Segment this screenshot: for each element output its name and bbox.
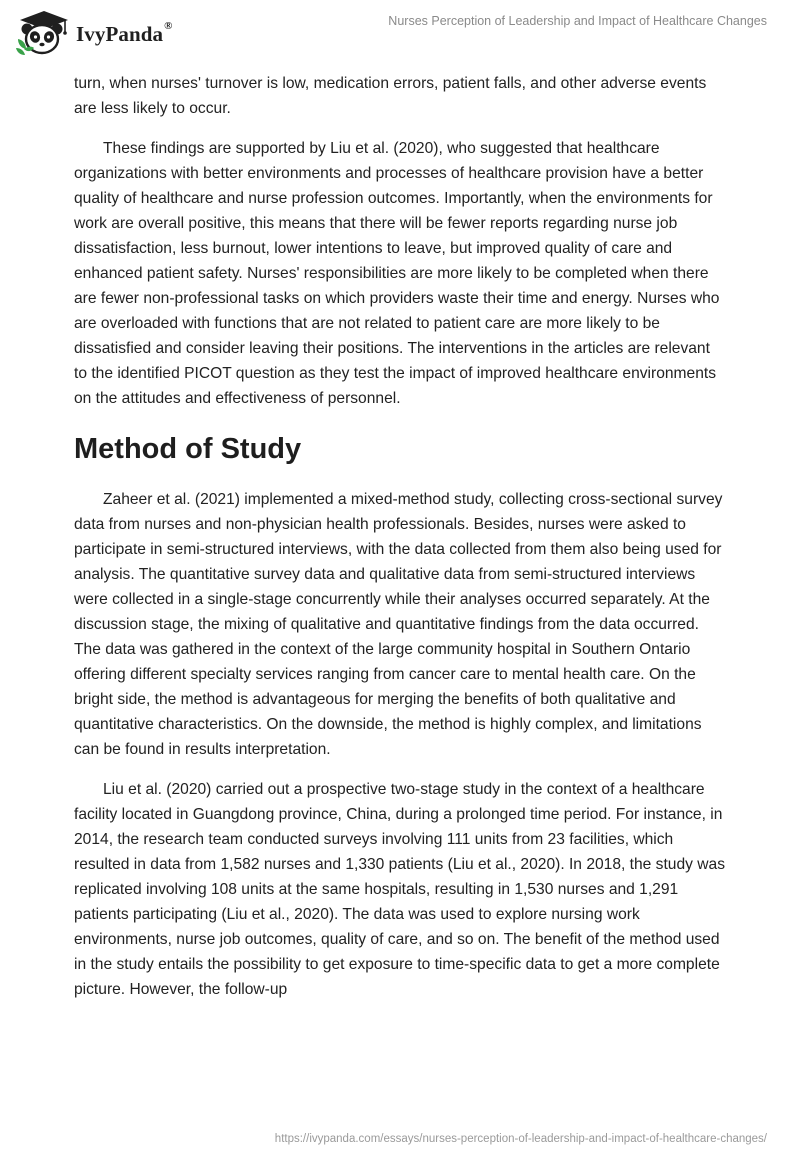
- paragraph-liu-method: Liu et al. (2020) carried out a prospective two-stage study in the context of a healthcare facility located in Guangdong province, China, during a prolonged time period. For instance, in 2014, the research team conducted surveys involving 111 units from 23 facilities, which resulted in data from 1,582 nurses and 1,330 patients (Liu et al., 2020). In 2018, the study was replicated involving 108 units at the same hospitals, resulting in 1,530 nurses and 1,291 patients participating (Liu et al., 2020). The data was used to explore nursing work environments, nurse job outcomes, quality of care, and so on. The benefit of the method used in the study entails the possibility to get exposure to time-specific data to get a more complete picture. However, the follow-up: [74, 781, 726, 998]
- paragraph-zaheer-method: Zaheer et al. (2021) implemented a mixed-method study, collecting cross-sectional survey data from nurses and non-physician health professionals. Besides, nurses were asked to participate in semi-structured interviews, with the data collected from them also being used for analysis. The quantitative survey data and qualitative data from semi-structured interviews were collected in a single-stage concurrently while their analyses occurred separately. At the discussion stage, the mixing of qualitative and quantitative findings from the data occurred. The data was gathered in the context of the large community hospital in Southern Ontario offering different specialty services ranging from cancer care to mental health care. On the bright side, the method is advantageous for merging the benefits of both qualitative and quantitative characteristics. On the downside, the method is highly complex, and limitations can be found in results interpretation.: [74, 491, 723, 758]
- ivypanda-logo[interactable]: [14, 8, 173, 56]
- paragraph-findings: These findings are supported by Liu et al. (2020), who suggested that healthcare organizations with better environments and processes of healthcare provision have a better quality of healthcare and nurse profession outcomes. Importantly, when the environments for work are overall positive, this means that there will be fewer reports regarding nurse job dissatisfaction, less burnout, lower intentions to leave, but improved quality of care and enhanced patient safety. Nurses' responsibilities are more likely to be completed when there are fewer non-professional tasks on which providers waste their time and energy. Nurses who are overloaded with functions that are not related to patient care are more likely to be dissatisfied and consider leaving their positions. The interventions in the articles are relevant to the identified PICOT question as they test the impact of improved healthcare environments on the attitudes and effectiveness of personnel.: [74, 140, 720, 407]
- paragraph-continuation: turn, when nurses' turnover is low, medication errors, patient falls, and other adverse events are less likely to occur.: [74, 75, 707, 117]
- source-url[interactable]: https://ivypanda.com/essays/nurses-perception-of-leadership-and-impact-of-healthcare-changes/: [274, 1133, 767, 1145]
- essay-body: [74, 71, 726, 1017]
- logo-text: IvyPanda®: [76, 19, 173, 46]
- page-header: [0, 0, 800, 62]
- document-title: Nurses Perception of Leadership and Impact of Healthcare Changes: [388, 14, 767, 28]
- section-heading: Method of Study: [74, 433, 302, 465]
- panda-graduation-cap-icon: [14, 8, 70, 56]
